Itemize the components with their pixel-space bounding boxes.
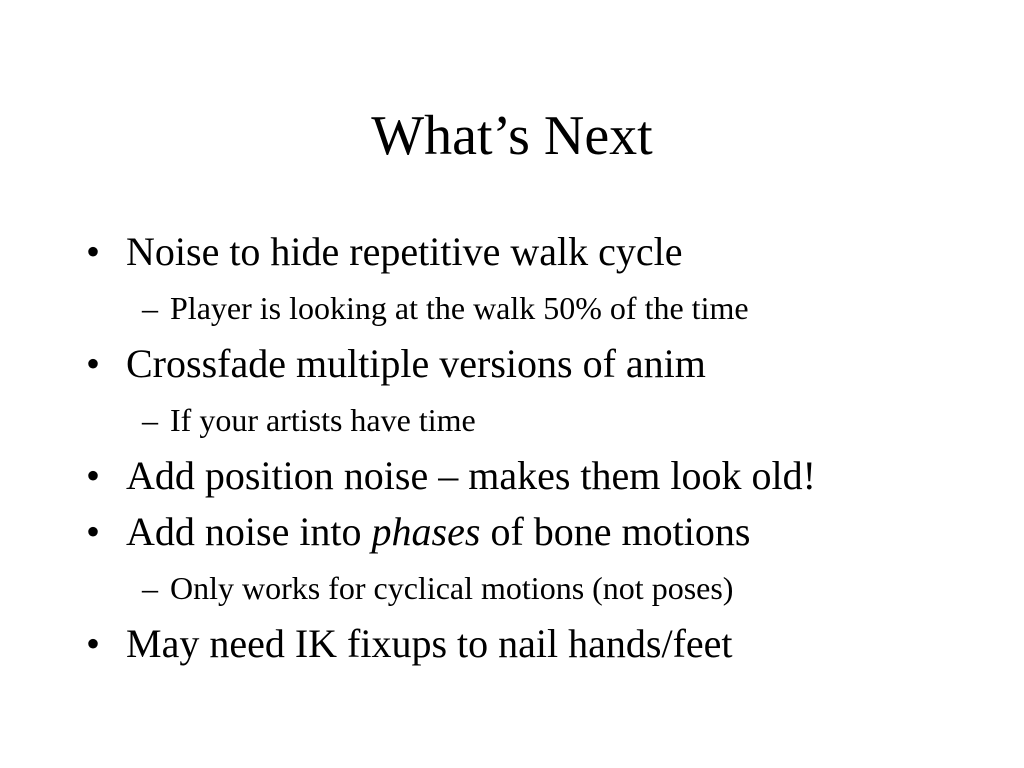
bullet-marker: •: [86, 509, 101, 554]
sub-bullet-item: [86, 560, 986, 616]
bullet-list: [86, 224, 986, 672]
bullet-text: Noise to hide repetitive walk cycle: [126, 229, 683, 274]
bullet-item: [86, 224, 986, 280]
bullet-text-post: of bone motions: [480, 509, 751, 554]
sub-bullet-marker: –: [142, 290, 158, 326]
sub-bullet-marker: –: [142, 570, 158, 606]
bullet-text-emphasis: phases: [371, 509, 481, 554]
bullet-text-pre: Add noise into: [126, 509, 372, 554]
sub-bullet-text: Player is looking at the walk 50% of the time: [170, 290, 749, 326]
sub-bullet-item: [86, 280, 986, 336]
sub-bullet-text: If your artists have time: [170, 402, 476, 438]
bullet-item: [86, 616, 986, 672]
bullet-text: Crossfade multiple versions of anim: [126, 341, 706, 386]
bullet-marker: •: [86, 621, 101, 666]
bullet-item: [86, 504, 986, 560]
bullet-item: [86, 336, 986, 392]
sub-bullet-text: Only works for cyclical motions (not poses): [170, 570, 734, 606]
bullet-text: May need IK fixups to nail hands/feet: [126, 621, 733, 666]
bullet-text: Add position noise – makes them look old!: [126, 453, 816, 498]
bullet-marker: •: [86, 341, 101, 386]
bullet-marker: •: [86, 229, 101, 274]
bullet-marker: •: [86, 453, 101, 498]
sub-bullet-item: [86, 392, 986, 448]
sub-bullet-marker: –: [142, 402, 158, 438]
slide-title: What’s Next: [371, 105, 653, 167]
bullet-item: [86, 448, 986, 504]
